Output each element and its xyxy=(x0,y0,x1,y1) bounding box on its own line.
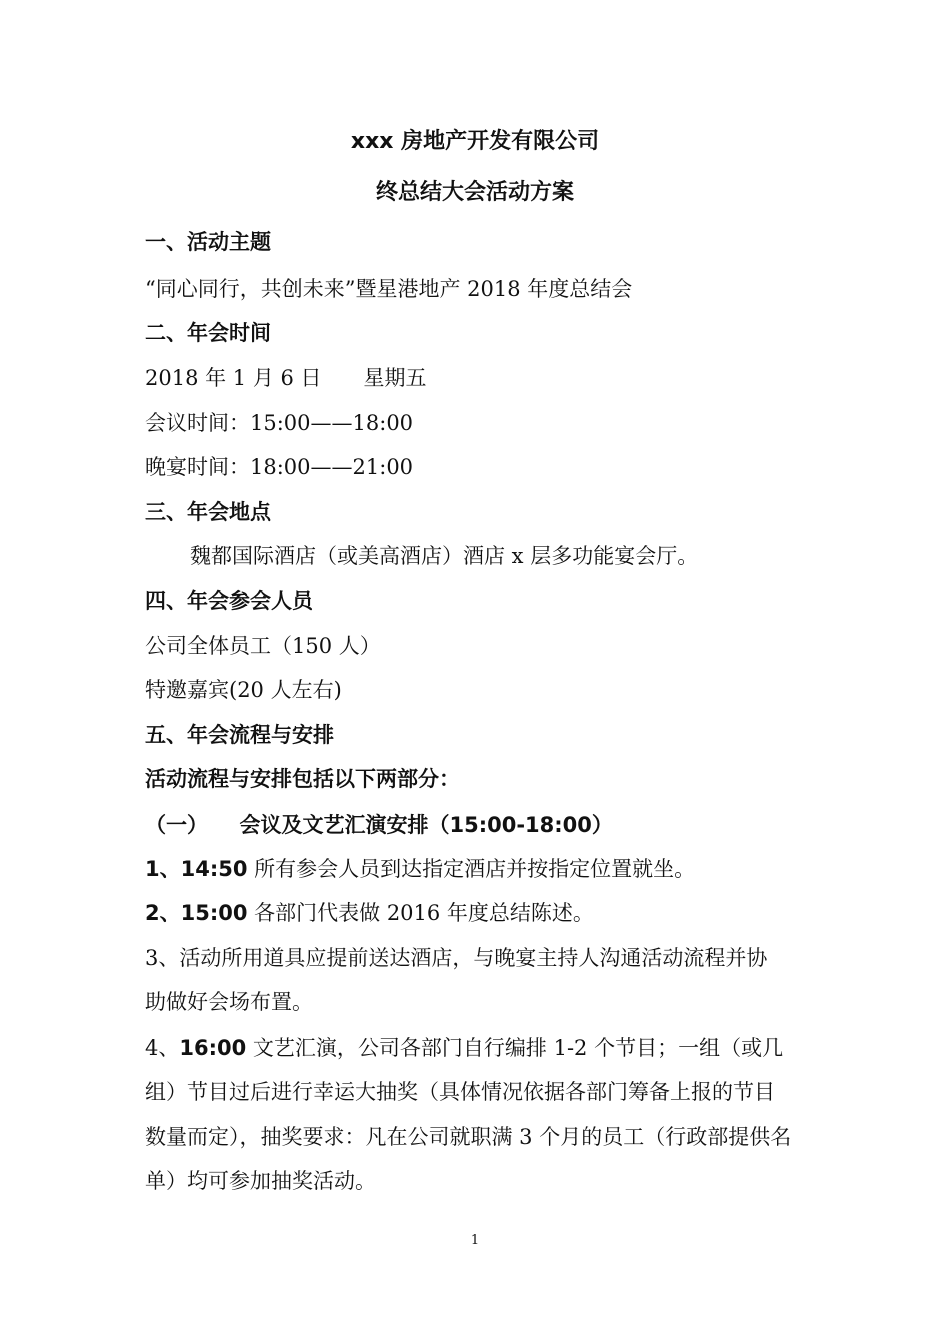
section-5-intro: 活动流程与安排包括以下两部分： xyxy=(145,767,460,791)
item-1-time: 1、14:50 xyxy=(145,857,248,881)
section-4-staff: 公司全体员工（150 人） xyxy=(145,634,381,658)
section-3-heading: 三、年会地点 xyxy=(145,500,271,524)
item-3-line-1: 3、活动所用道具应提前送达酒店，与晚宴主持人沟通活动流程并协 xyxy=(145,946,768,970)
item-4-text: 文艺汇演，公司各部门自行编排 1-2 个节目；一组（或几 xyxy=(246,1036,784,1060)
section-2-meeting-time: 会议时间：15:00——18:00 xyxy=(145,411,414,435)
item-4-line-1 xyxy=(145,1033,783,1063)
section-1-text: “同心同行，共创未来”暨星港地产 2018 年度总结会 xyxy=(145,277,633,301)
item-1 xyxy=(145,854,695,884)
item-1-text: 所有参会人员到达指定酒店并按指定位置就坐。 xyxy=(247,857,696,881)
item-2-text: 各部门代表做 2016 年度总结陈述。 xyxy=(247,901,594,925)
item-4-time: 16:00 xyxy=(179,1036,247,1060)
item-4-line-4: 单）均可参加抽奖活动。 xyxy=(145,1169,376,1193)
section-2-date: 2018 年 1 月 6 日 星期五 xyxy=(145,366,427,390)
section-2-heading: 二、年会时间 xyxy=(145,321,271,345)
item-4-prefix: 4、 xyxy=(145,1036,180,1060)
section-2-dinner-time: 晚宴时间：18:00——21:00 xyxy=(145,455,414,479)
section-5-part1-heading: （一） 会议及文艺汇演安排（15:00-18:00） xyxy=(145,813,613,837)
item-4-line-2: 组）节目过后进行幸运大抽奖（具体情况依据各部门筹备上报的节目 xyxy=(145,1080,775,1104)
section-5-heading: 五、年会流程与安排 xyxy=(145,723,334,747)
item-3-line-2: 助做好会场布置。 xyxy=(145,990,313,1014)
section-4-heading: 四、年会参会人员 xyxy=(145,589,313,613)
title-plan: 终总结大会活动方案 xyxy=(375,180,574,205)
page-number: 1 xyxy=(470,1233,480,1248)
title-company: xxx 房地产开发有限公司 xyxy=(350,129,600,154)
section-3-text: 魏都国际酒店（或美高酒店）酒店 x 层多功能宴会厅。 xyxy=(190,544,699,568)
item-2 xyxy=(145,898,594,928)
item-4-line-3: 数量而定），抽奖要求：凡在公司就职满 3 个月的员工（行政部提供名 xyxy=(145,1125,792,1149)
section-1-heading: 一、活动主题 xyxy=(145,230,271,254)
item-2-time: 2、15:00 xyxy=(145,901,248,925)
section-4-guests: 特邀嘉宾(20 人左右) xyxy=(145,678,342,702)
